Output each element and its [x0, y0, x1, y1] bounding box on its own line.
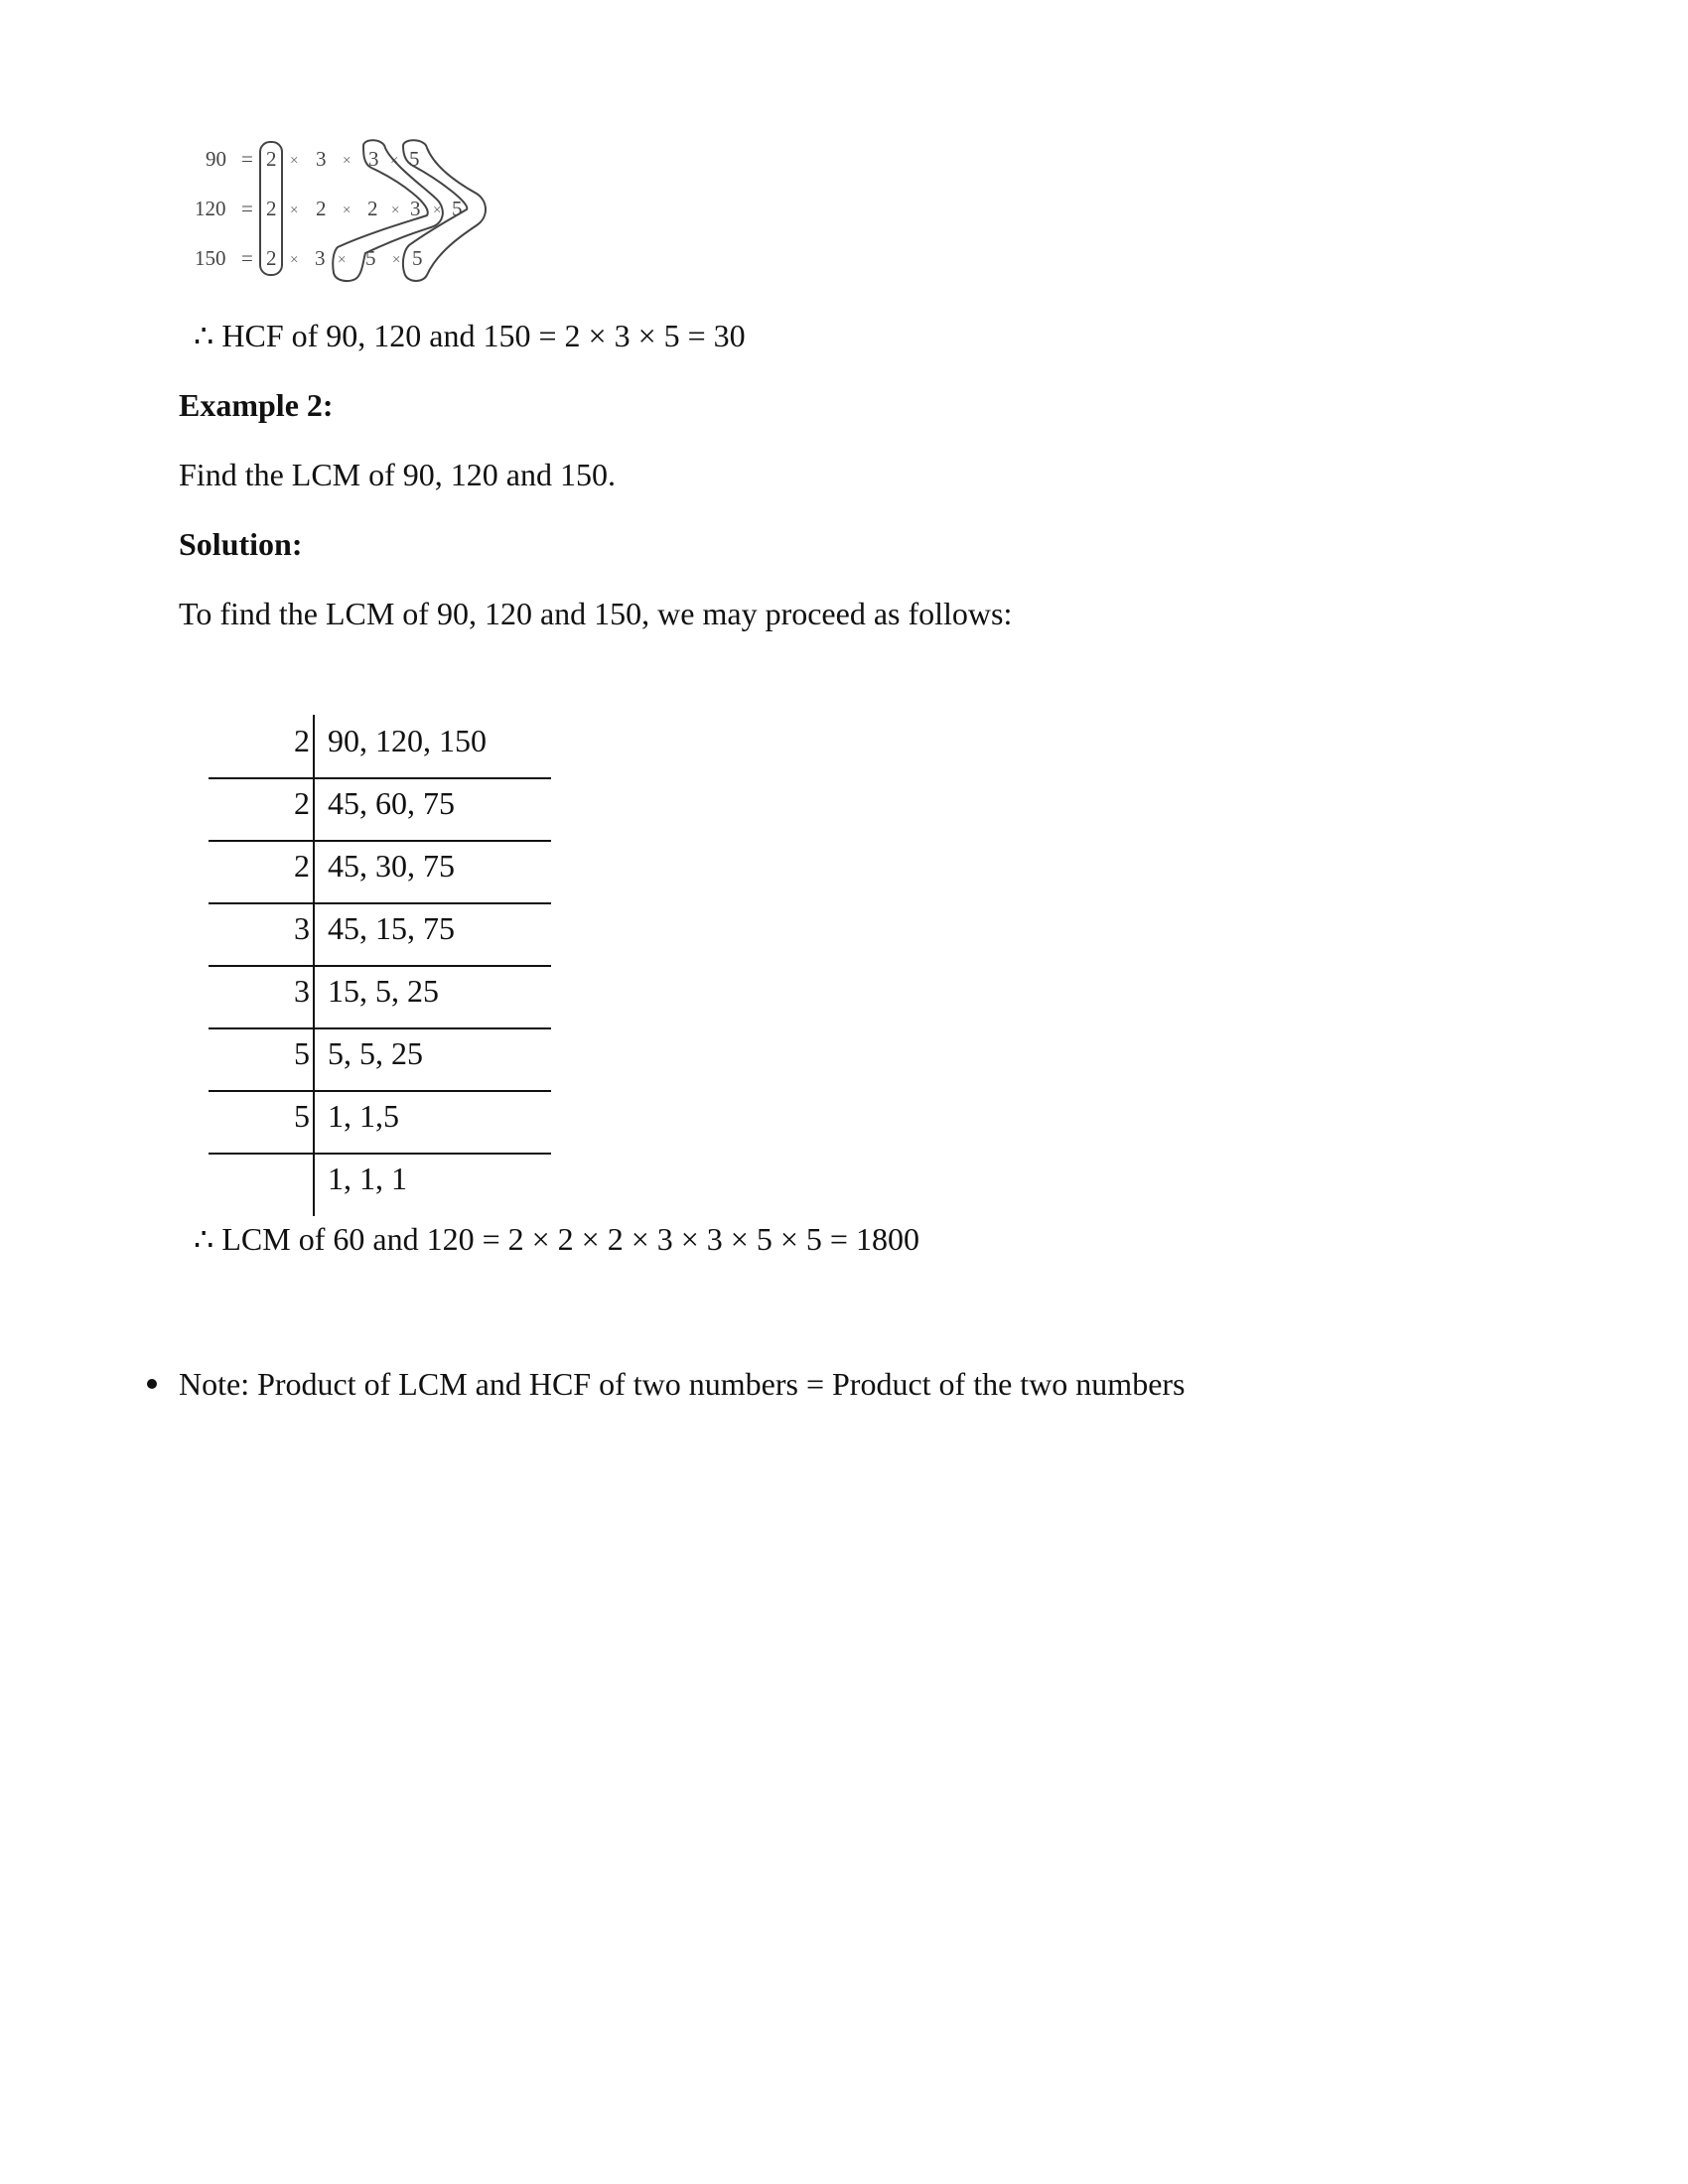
- division-table: [209, 715, 551, 1216]
- division-values: 1, 1, 1: [328, 1160, 407, 1196]
- division-divisor: 2: [294, 785, 310, 821]
- division-values: 5, 5, 25: [328, 1035, 423, 1071]
- division-row: [209, 1027, 551, 1090]
- division-divisor: 5: [294, 1098, 310, 1134]
- factor-row-1-times: ×: [390, 153, 399, 169]
- factor-row-3-times: ×: [290, 252, 299, 268]
- factor-row-1-times: ×: [290, 153, 299, 169]
- division-values: 45, 60, 75: [328, 785, 455, 821]
- division-values: 45, 30, 75: [328, 848, 455, 884]
- factor-row-1-f1: 2: [266, 147, 277, 171]
- factor-row-3-times: ×: [338, 252, 347, 268]
- factor-row-1-f3: 3: [368, 147, 379, 171]
- factor-row-3-number: 150: [195, 246, 226, 270]
- factor-row-3-f1: 2: [266, 246, 277, 270]
- hcf-result: ∴ HCF of 90, 120 and 150 = 2 × 3 × 5 = 30: [194, 318, 746, 353]
- factor-diagram-svg: [189, 134, 516, 283]
- factor-diagram: [189, 134, 516, 283]
- division-row: [209, 840, 551, 902]
- factor-row-1-f4: 5: [409, 147, 420, 171]
- solution-heading: Solution:: [179, 526, 303, 562]
- intro-text: To find the LCM of 90, 120 and 150, we may proceed as follows:: [179, 596, 1013, 631]
- question-text: Find the LCM of 90, 120 and 150.: [179, 457, 616, 492]
- factor-row-2-f4: 3: [410, 197, 421, 220]
- division-values: 90, 120, 150: [328, 723, 487, 758]
- factor-row-1-f2: 3: [316, 147, 327, 171]
- division-row: [209, 715, 551, 777]
- factor-row-2-times: ×: [290, 203, 299, 218]
- factor-row-3-times: ×: [392, 252, 401, 268]
- factor-row-3-equals: =: [241, 246, 253, 270]
- division-row: [209, 965, 551, 1027]
- division-divisor: 3: [294, 910, 310, 946]
- division-row: [209, 1090, 551, 1153]
- division-row: [209, 1153, 551, 1215]
- factor-row-2-times: ×: [343, 203, 352, 218]
- factor-row-3-f3: 5: [365, 246, 376, 270]
- division-divisor: 3: [294, 973, 310, 1009]
- factor-row-1-equals: =: [241, 147, 253, 171]
- factor-row-2-f5: 5: [452, 197, 463, 220]
- division-divisor: 2: [294, 723, 310, 758]
- factor-row-1-times: ×: [343, 153, 352, 169]
- factor-row-1-number: 90: [206, 147, 226, 171]
- factor-row-3-f4: 5: [412, 246, 423, 270]
- factor-row-2-times: ×: [433, 203, 442, 218]
- example-heading: Example 2:: [179, 387, 334, 423]
- division-divisor: 5: [294, 1035, 310, 1071]
- bullet-icon: [147, 1379, 157, 1389]
- factor-row-3-f2: 3: [315, 246, 326, 270]
- division-divisor: 2: [294, 848, 310, 884]
- factor-row-2-number: 120: [195, 197, 226, 220]
- division-row: [209, 777, 551, 840]
- factor-row-2-times: ×: [391, 203, 400, 218]
- factor-row-2-f2: 2: [316, 197, 327, 220]
- lcm-result: ∴ LCM of 60 and 120 = 2 × 2 × 2 × 3 × 3 × 5 × 5 = 1800: [194, 1221, 919, 1257]
- division-values: 45, 15, 75: [328, 910, 455, 946]
- factor-row-2-f1: 2: [266, 197, 277, 220]
- division-values: 15, 5, 25: [328, 973, 439, 1009]
- note-text: Note: Product of LCM and HCF of two numbers = Product of the two numbers: [179, 1366, 1186, 1402]
- factor-row-2-equals: =: [241, 197, 253, 220]
- division-row: [209, 902, 551, 965]
- division-values: 1, 1,5: [328, 1098, 399, 1134]
- factor-row-2-f3: 2: [367, 197, 378, 220]
